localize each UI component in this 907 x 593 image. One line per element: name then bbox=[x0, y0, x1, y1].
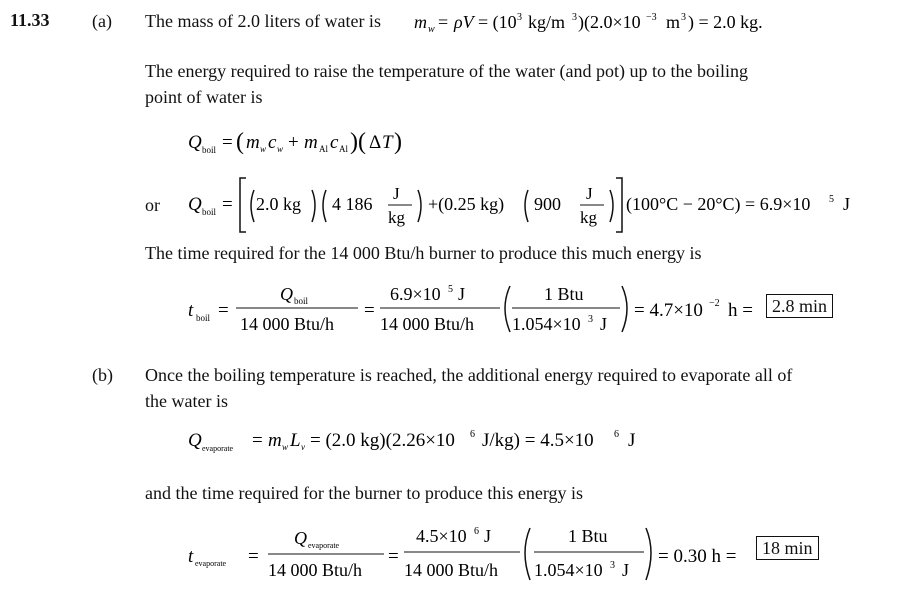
svg-text:): ) bbox=[394, 129, 402, 155]
svg-text:= (10: = (10 bbox=[478, 12, 517, 32]
svg-text:J: J bbox=[458, 284, 466, 304]
svg-text:Q: Q bbox=[188, 132, 202, 153]
energy-text-2: point of water is bbox=[145, 87, 263, 107]
svg-text:boil: boil bbox=[294, 296, 309, 306]
svg-text:c: c bbox=[268, 132, 277, 153]
qboil-equation bbox=[188, 126, 448, 165]
svg-text:J: J bbox=[600, 314, 608, 334]
svg-text:−3: −3 bbox=[646, 12, 657, 23]
svg-text:Al: Al bbox=[339, 144, 348, 154]
svg-text:w: w bbox=[282, 442, 289, 452]
svg-text:3: 3 bbox=[610, 560, 615, 571]
svg-text:+: + bbox=[288, 132, 299, 153]
svg-text:6: 6 bbox=[474, 526, 479, 537]
or-label: or bbox=[145, 195, 160, 215]
svg-text:=: = bbox=[438, 12, 449, 32]
svg-text:6.9×10: 6.9×10 bbox=[390, 284, 441, 304]
svg-text:kg: kg bbox=[580, 208, 597, 227]
svg-text:=: = bbox=[218, 300, 229, 321]
mass-equation-svg bbox=[414, 8, 864, 38]
svg-text:c: c bbox=[330, 132, 339, 153]
svg-text:1 Btu: 1 Btu bbox=[544, 284, 584, 304]
svg-text:= 4.7×10: = 4.7×10 bbox=[634, 300, 703, 321]
tboil-answer: 2.8 min bbox=[766, 294, 833, 318]
mass-text: The mass of 2.0 liters of water is bbox=[145, 11, 381, 31]
svg-text:J: J bbox=[843, 194, 851, 214]
qboil-equation-svg bbox=[188, 126, 448, 160]
svg-text:T: T bbox=[382, 132, 393, 153]
svg-text:(: ( bbox=[236, 129, 244, 155]
time-text: The time required for the 14 000 Btu/h burner to produce this much energy is bbox=[145, 243, 702, 263]
svg-text:J: J bbox=[628, 430, 636, 451]
svg-text:evaporate: evaporate bbox=[195, 559, 227, 568]
svg-text:6: 6 bbox=[470, 429, 475, 440]
svg-text:2.0 kg: 2.0 kg bbox=[256, 194, 301, 214]
svg-text:)(2.0×10: )(2.0×10 bbox=[578, 12, 641, 32]
svg-text:3: 3 bbox=[681, 12, 686, 23]
mass-equation bbox=[414, 8, 864, 43]
svg-text:t: t bbox=[188, 546, 194, 567]
svg-text:1.054×10: 1.054×10 bbox=[512, 314, 581, 334]
svg-text:evaporate: evaporate bbox=[202, 444, 234, 453]
svg-text:) = 2.0 kg.: ) = 2.0 kg. bbox=[688, 12, 763, 32]
svg-text:m: m bbox=[304, 132, 318, 153]
svg-text:5: 5 bbox=[829, 194, 834, 205]
part-b-text-1: Once the boiling temperature is reached, the additional energy required to evaporate all of bbox=[145, 365, 793, 385]
svg-text:14 000 Btu/h: 14 000 Btu/h bbox=[268, 560, 363, 580]
svg-text:J: J bbox=[393, 184, 400, 203]
svg-text:14 000 Btu/h: 14 000 Btu/h bbox=[404, 560, 499, 580]
svg-text:m: m bbox=[414, 12, 427, 32]
svg-text:6: 6 bbox=[614, 429, 619, 440]
svg-text:1 Btu: 1 Btu bbox=[568, 526, 608, 546]
svg-text:Q: Q bbox=[280, 284, 293, 304]
svg-text:14 000 Btu/h: 14 000 Btu/h bbox=[240, 314, 335, 334]
svg-text:J/kg) = 4.5×10: J/kg) = 4.5×10 bbox=[482, 430, 594, 451]
svg-text:= 0.30 h =: = 0.30 h = bbox=[658, 546, 737, 567]
svg-text:w: w bbox=[277, 144, 284, 154]
qevap-equation bbox=[188, 424, 688, 463]
svg-text:=: = bbox=[222, 194, 233, 215]
svg-text:+(0.25 kg): +(0.25 kg) bbox=[428, 194, 505, 214]
svg-text:w: w bbox=[428, 24, 435, 35]
svg-text:4 186: 4 186 bbox=[332, 194, 373, 214]
svg-text:m: m bbox=[268, 430, 282, 451]
svg-text:14 000 Btu/h: 14 000 Btu/h bbox=[380, 314, 475, 334]
svg-text:boil: boil bbox=[196, 313, 211, 323]
svg-text:−2: −2 bbox=[709, 298, 720, 309]
tevap-answer: 18 min bbox=[756, 536, 819, 560]
svg-text:kg: kg bbox=[388, 208, 405, 227]
svg-text:=: = bbox=[364, 300, 375, 321]
svg-text:Al: Al bbox=[319, 144, 328, 154]
svg-text:Q: Q bbox=[188, 194, 202, 215]
svg-text:Q: Q bbox=[294, 528, 307, 548]
qboil-numeric-svg bbox=[188, 172, 878, 238]
svg-text:1.054×10: 1.054×10 bbox=[534, 560, 603, 580]
svg-text:w: w bbox=[260, 144, 267, 154]
problem-number: 11.33 bbox=[10, 10, 50, 30]
svg-text:boil: boil bbox=[202, 145, 217, 155]
svg-text:h =: h = bbox=[728, 300, 753, 321]
svg-text:v: v bbox=[301, 442, 305, 452]
svg-text:5: 5 bbox=[448, 284, 453, 295]
svg-text:Δ: Δ bbox=[369, 132, 382, 153]
svg-text:J: J bbox=[484, 526, 492, 546]
svg-text:3: 3 bbox=[572, 12, 577, 23]
svg-text:ρV: ρV bbox=[454, 12, 474, 32]
svg-text:=: = bbox=[388, 546, 399, 567]
svg-text:=: = bbox=[222, 132, 233, 153]
svg-text:=: = bbox=[248, 546, 259, 567]
svg-text:= (2.0 kg)(2.26×10: = (2.0 kg)(2.26×10 bbox=[310, 430, 455, 451]
part-b-time-text: and the time required for the burner to produce this energy is bbox=[145, 483, 584, 503]
qboil-numeric-equation bbox=[188, 172, 878, 243]
svg-text:kg/m: kg/m bbox=[528, 12, 566, 32]
svg-text:evaporate: evaporate bbox=[308, 541, 340, 550]
qevap-equation-svg bbox=[188, 424, 688, 458]
svg-text:)(: )( bbox=[350, 129, 366, 155]
svg-text:J: J bbox=[622, 560, 630, 580]
part-b-text-2: the water is bbox=[145, 391, 228, 411]
svg-text:=: = bbox=[252, 430, 263, 451]
svg-text:4.5×10: 4.5×10 bbox=[416, 526, 467, 546]
svg-text:J: J bbox=[586, 184, 593, 203]
svg-text:L: L bbox=[290, 430, 301, 451]
svg-text:(100°C − 20°C) = 6.9×10: (100°C − 20°C) = 6.9×10 bbox=[626, 194, 811, 214]
svg-text:3: 3 bbox=[517, 12, 522, 23]
svg-text:Q: Q bbox=[188, 430, 202, 451]
svg-text:t: t bbox=[188, 300, 194, 321]
energy-text-1: The energy required to raise the temperature of the water (and pot) up to the boiling bbox=[145, 61, 748, 81]
svg-text:3: 3 bbox=[588, 314, 593, 325]
part-a-label: (a) bbox=[92, 11, 112, 31]
svg-text:m: m bbox=[666, 12, 681, 32]
svg-text:900: 900 bbox=[534, 194, 561, 214]
part-b-label: (b) bbox=[92, 365, 113, 385]
svg-text:m: m bbox=[246, 132, 260, 153]
svg-text:boil: boil bbox=[202, 207, 217, 217]
